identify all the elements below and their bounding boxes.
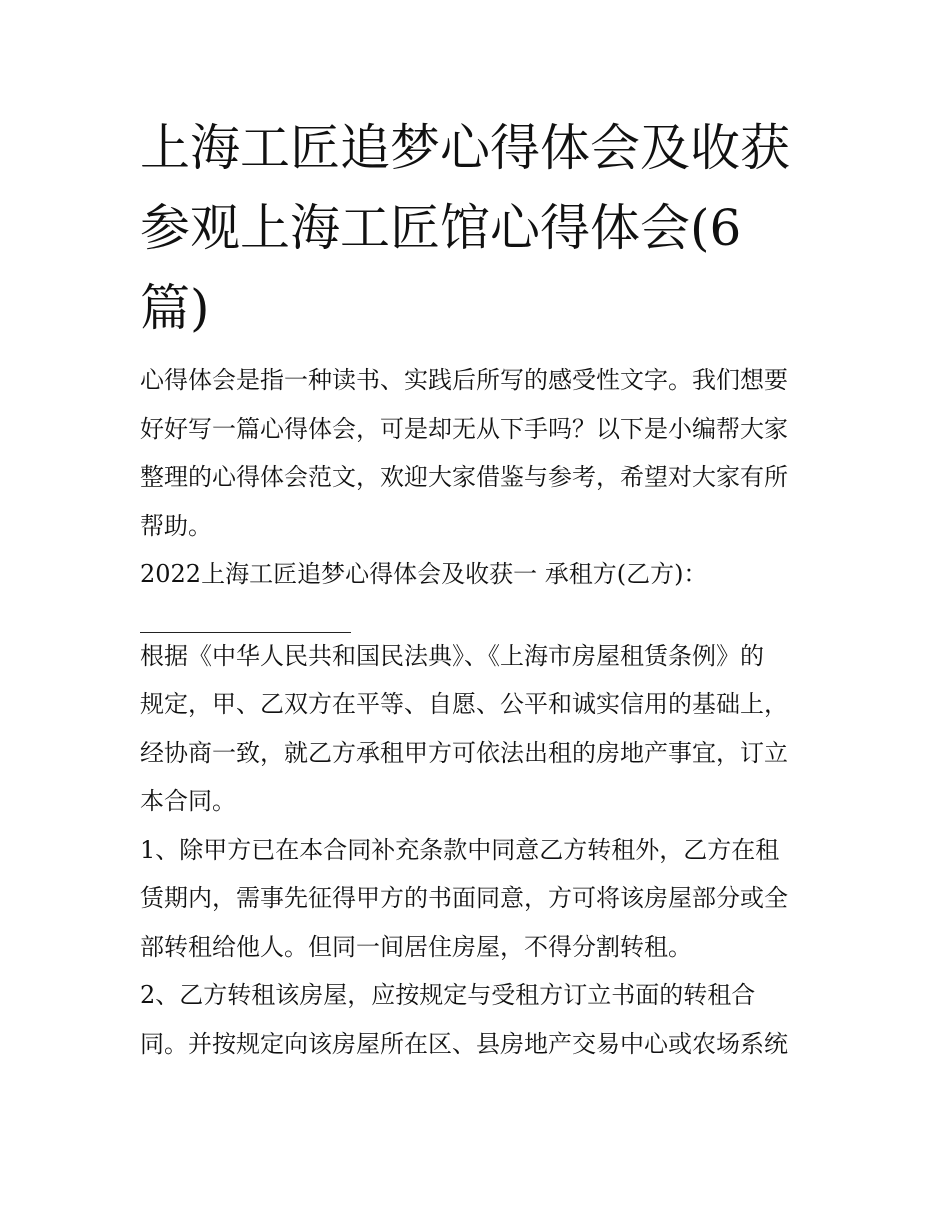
intro-paragraph — [140, 356, 820, 550]
text-line: 心得体会是指一种读书、实践后所写的感受性文字。我们想要 — [140, 366, 788, 394]
clause-1 — [140, 826, 820, 972]
text-line: 本合同。 — [140, 787, 236, 815]
title-line: 篇) — [140, 279, 210, 337]
clause-2 — [140, 971, 820, 1068]
text-line: 规定，甲、乙双方在平等、自愿、公平和诚实信用的基础上， — [140, 690, 788, 718]
text-line: 赁期内，需事先征得甲方的书面同意，方可将该房屋部分或全 — [140, 884, 788, 912]
text-line: 帮助。 — [140, 511, 212, 540]
text-line: 整理的心得体会范文，欢迎大家借鉴与参考，希望对大家有所 — [140, 463, 788, 491]
text-line: 部转租给他人。但同一间居住房屋，不得分割转租。 — [140, 932, 692, 961]
legal-paragraph — [140, 632, 820, 826]
document-title — [140, 108, 820, 348]
document-body — [140, 356, 820, 1068]
text-line: 2、乙方转租该房屋，应按规定与受租方订立书面的转租合 — [140, 981, 756, 1009]
text-line: 好好写一篇心得体会，可是却无从下手吗？以下是小编帮大家 — [140, 414, 788, 443]
text-line: 根据《中华人民共和国民法典》、《上海市房屋租赁条例》的 — [140, 641, 764, 670]
section-heading: 2022上海工匠追梦心得体会及收获一 承租方(乙方)： — [140, 560, 708, 588]
title-line: 上海工匠追梦心得体会及收获 — [140, 119, 790, 177]
text-line: 同。并按规定向该房屋所在区、县房地产交易中心或农场系统 — [140, 1029, 788, 1058]
title-line: 参观上海工匠馆心得体会(6 — [140, 199, 742, 257]
text-line: 1、除甲方已在本合同补充条款中同意乙方转租外，乙方在租 — [140, 835, 780, 864]
text-line: 经协商一致，就乙方承租甲方可依法出租的房地产事宜，订立 — [140, 738, 788, 767]
